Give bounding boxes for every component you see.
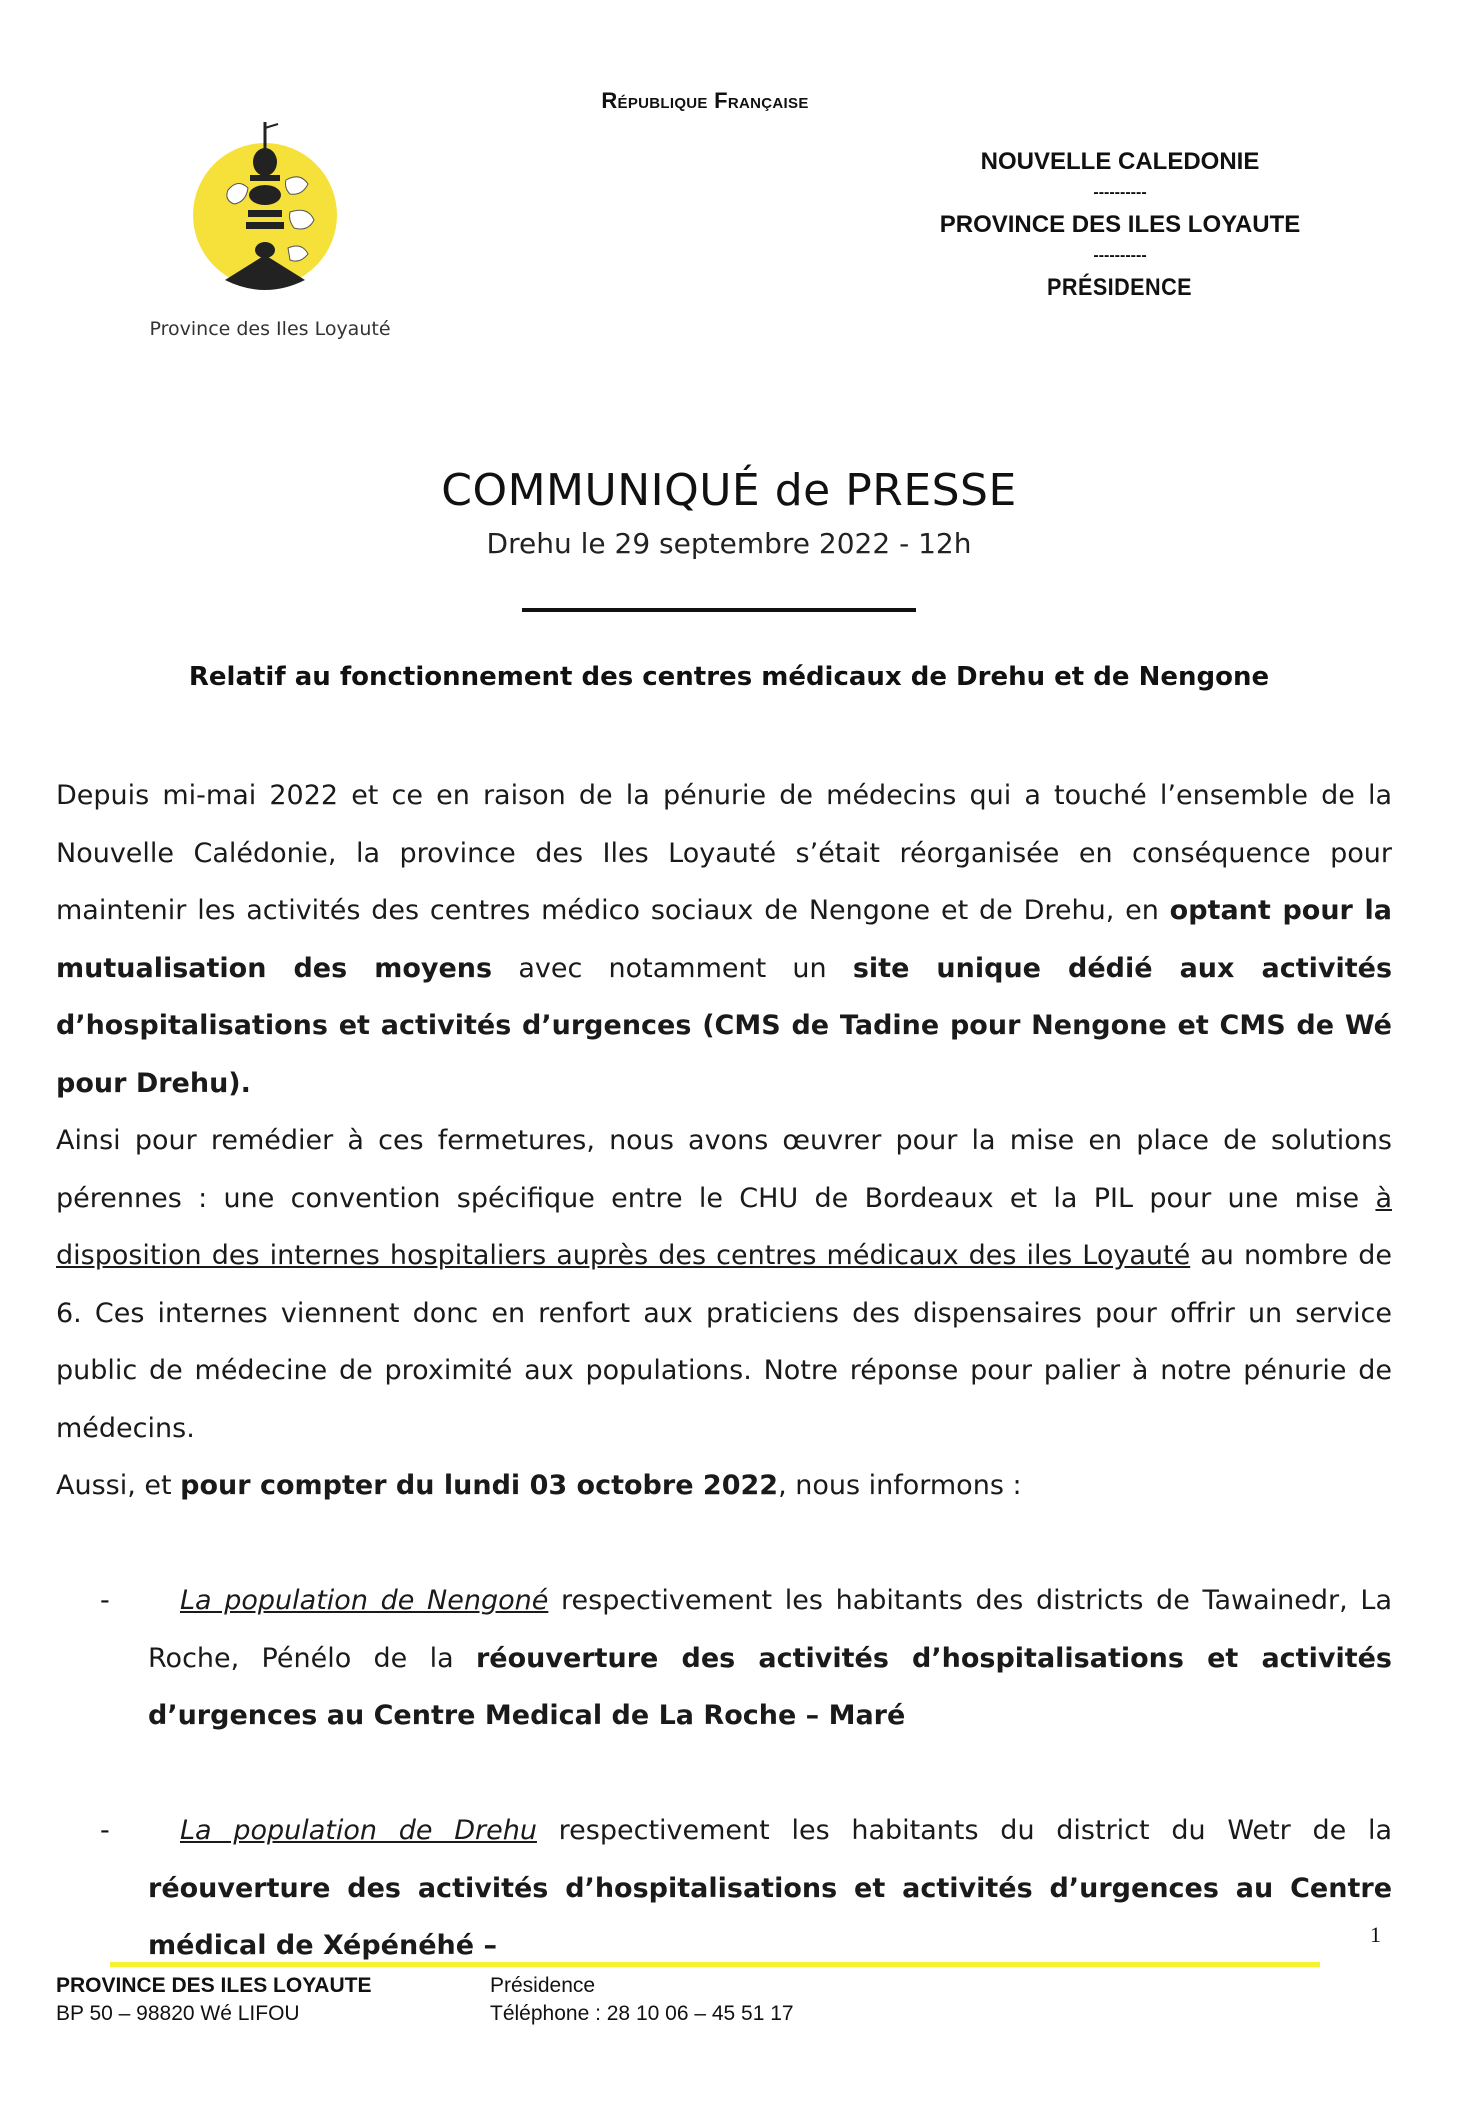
p3-text-2: , nous informons : (778, 1470, 1022, 1501)
bullet-marker: - (100, 1815, 110, 1846)
issuer-line-territory: NOUVELLE CALEDONIE (980, 148, 1260, 175)
republique-francaise: République Française (601, 88, 809, 113)
p1-bold-2: site unique dédié aux activités d’hospitalisations et activités d’urgences (CMS de Tadine pour Nengone et CMS de Wé pour Drehu). (56, 952, 1393, 1099)
province-logo (190, 120, 350, 300)
footer-divider (110, 1962, 1320, 1967)
issuer-separator: ---------- (1093, 247, 1147, 264)
issuer-line-province: PROVINCE DES ILES LOYAUTE (939, 211, 1301, 238)
footer-org-name: PROVINCE DES ILES LOYAUTE (56, 1974, 372, 1997)
page-number: 1 (1370, 1922, 1381, 1947)
p1-bold-1: optant pour la mutualisation des moyens (56, 895, 1392, 984)
p2-text-1: Ainsi pour remédier à ces fermetures, nous avons œuvrer pour la mise en place de solutions pérennes : une convention spécifique entre le CHU de Bordeaux et la PIL pour une mise (56, 1125, 1392, 1214)
issuer-line-presidence: PRÉSIDENCE (1047, 274, 1193, 301)
p3-bold-1: pour compter du lundi 03 octobre 2022 (180, 1470, 779, 1501)
paragraph-2 (56, 1112, 1392, 1457)
document-title: COMMUNIQUÉ de PRESSE (441, 465, 1017, 516)
issuer-separator: ---------- (1093, 184, 1147, 201)
footer-office: Présidence (490, 1974, 596, 1997)
document-date: Drehu le 29 septembre 2022 - 12h (486, 527, 972, 560)
p1-text-1: Depuis mi-mai 2022 et ce en raison de la pénurie de médecins qui a touché l’ensemble de la Nouvelle Calédonie, la province des Iles Loyauté s’était réorganisée en conséquence pour maintenir les activités des centres médico sociaux de Nengone et de Drehu, en (56, 780, 1392, 926)
paragraph-1 (56, 767, 1392, 1112)
bullet-1-text: respectivement les habitants des districts de Tawainedr, La Roche, Pénélo de la (148, 1585, 1392, 1674)
footer-postal-address: BP 50 – 98820 Wé LIFOU (56, 2002, 300, 2025)
list-item (148, 1802, 1392, 1975)
p3-text-1: Aussi, et (56, 1470, 181, 1501)
bullet-2-subject: La population de Drehu (180, 1815, 537, 1846)
p2-text-2: au nombre de 6. Ces internes viennent donc en renfort aux praticiens des dispensaires pour offrir un service public de médecine de proximité aux populations. Notre réponse pour palier à notre pénurie de médecins. (56, 1240, 1392, 1444)
list-item (148, 1572, 1392, 1745)
paragraph-3 (56, 1457, 1392, 1515)
title-divider (522, 608, 916, 612)
bullet-1-bold: réouverture des activités d’hospitalisations et activités d’urgences au Centre Medical de La Roche – Maré (148, 1642, 1392, 1731)
bullet-2-bold: réouverture des activités d’hospitalisations et activités d’urgences au Centre médical de Xépénéhé – (148, 1872, 1392, 1961)
p2-underlined: à disposition des internes hospitaliers auprès des centres médicaux des iles Loyauté (56, 1182, 1392, 1271)
footer-address (56, 1972, 371, 2028)
bullet-marker: - (100, 1585, 110, 1616)
footer-phone: Téléphone : 28 10 06 – 45 51 17 (490, 2002, 794, 2025)
p1-text-2: avec notamment un (492, 952, 853, 984)
footer-contact (490, 1972, 794, 2028)
bullet-1-subject: La population de Nengoné (180, 1585, 549, 1616)
document-subject: Relatif au fonctionnement des centres médicaux de Drehu et de Nengone (188, 662, 1270, 692)
logo-caption: Province des Iles Loyauté (149, 318, 391, 340)
bullet-2-text: respectivement les habitants du district du Wetr de la (536, 1815, 1392, 1846)
issuer-block (900, 145, 1340, 304)
